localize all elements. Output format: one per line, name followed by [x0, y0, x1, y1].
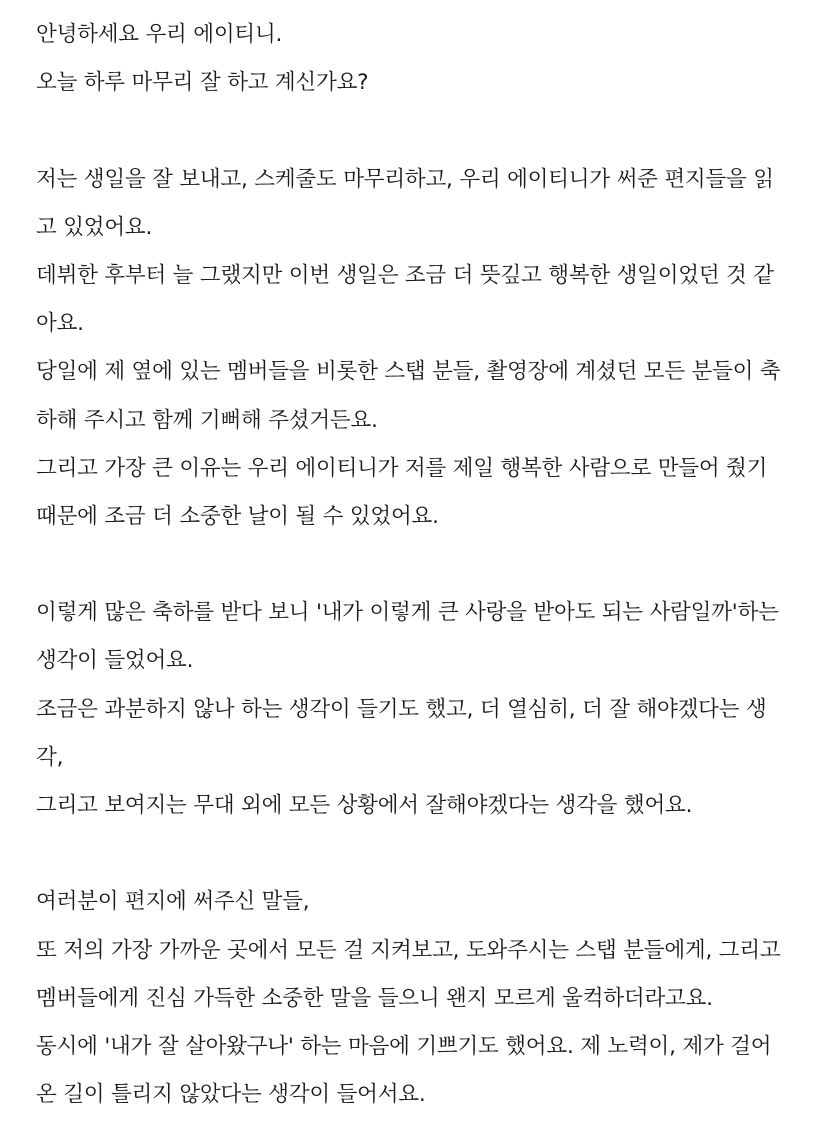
letter-line: 조금은 과분하지 않나 하는 생각이 들기도 했고, 더 열심히, 더 잘 해야겠다는 생: [36, 696, 767, 722]
letter-line: 각,: [36, 744, 64, 770]
letter-line: 온 길이 틀리지 않았다는 생각이 들어서요.: [36, 1082, 426, 1108]
blank-line: [36, 107, 806, 155]
letter-line: 오늘 하루 마무리 잘 하고 계신가요?: [36, 70, 369, 96]
letter-line: 하해 주시고 함께 기뻐해 주셨거든요.: [36, 407, 378, 433]
blank-line: [36, 830, 806, 878]
letter-line: 여러분이 편지에 써주신 말들,: [36, 889, 310, 915]
letter-line: 데뷔한 후부터 늘 그랬지만 이번 생일은 조금 더 뜻깊고 행복한 생일이었던 것 같: [36, 262, 774, 288]
letter-line: 당일에 제 옆에 있는 멤버들을 비롯한 스탭 분들, 촬영장에 계셨던 모든 분들이 축: [36, 359, 781, 385]
letter-line: 생각이 들었어요.: [36, 648, 194, 674]
letter-body: [36, 11, 806, 1119]
letter-line: 또 저의 가장 가까운 곳에서 모든 걸 지켜보고, 도와주시는 스탭 분들에게, 그리고: [36, 937, 781, 963]
letter-line: 저는 생일을 잘 보내고, 스케줄도 마무리하고, 우리 에이티니가 써준 편지들을 읽: [36, 166, 774, 192]
letter-line: 그리고 보여지는 무대 외에 모든 상황에서 잘해야겠다는 생각을 했어요.: [36, 793, 693, 818]
letter-line: 안녕하세요 우리 에이티니.: [36, 22, 283, 47]
letter-line: 동시에 '내가 잘 살아왔구나' 하는 마음에 기쁘기도 했어요. 제 노력이, 제가 걸어: [36, 1033, 772, 1059]
blank-line: [36, 541, 806, 589]
letter-line: 멤버들에게 진심 가득한 소중한 말을 들으니 왠지 모르게 울컥하더라고요.: [36, 985, 713, 1011]
letter-line: 이렇게 많은 축하를 받다 보니 '내가 이렇게 큰 사랑을 받아도 되는 사람일까'하는: [36, 600, 779, 626]
letter-line: 아요.: [36, 311, 84, 337]
letter-line: 때문에 조금 더 소중한 날이 될 수 있었어요.: [36, 503, 439, 529]
letter-line: 고 있었어요.: [36, 214, 153, 240]
letter-line: 그리고 가장 큰 이유는 우리 에이티니가 저를 제일 행복한 사람으로 만들어 줬기: [36, 455, 768, 481]
